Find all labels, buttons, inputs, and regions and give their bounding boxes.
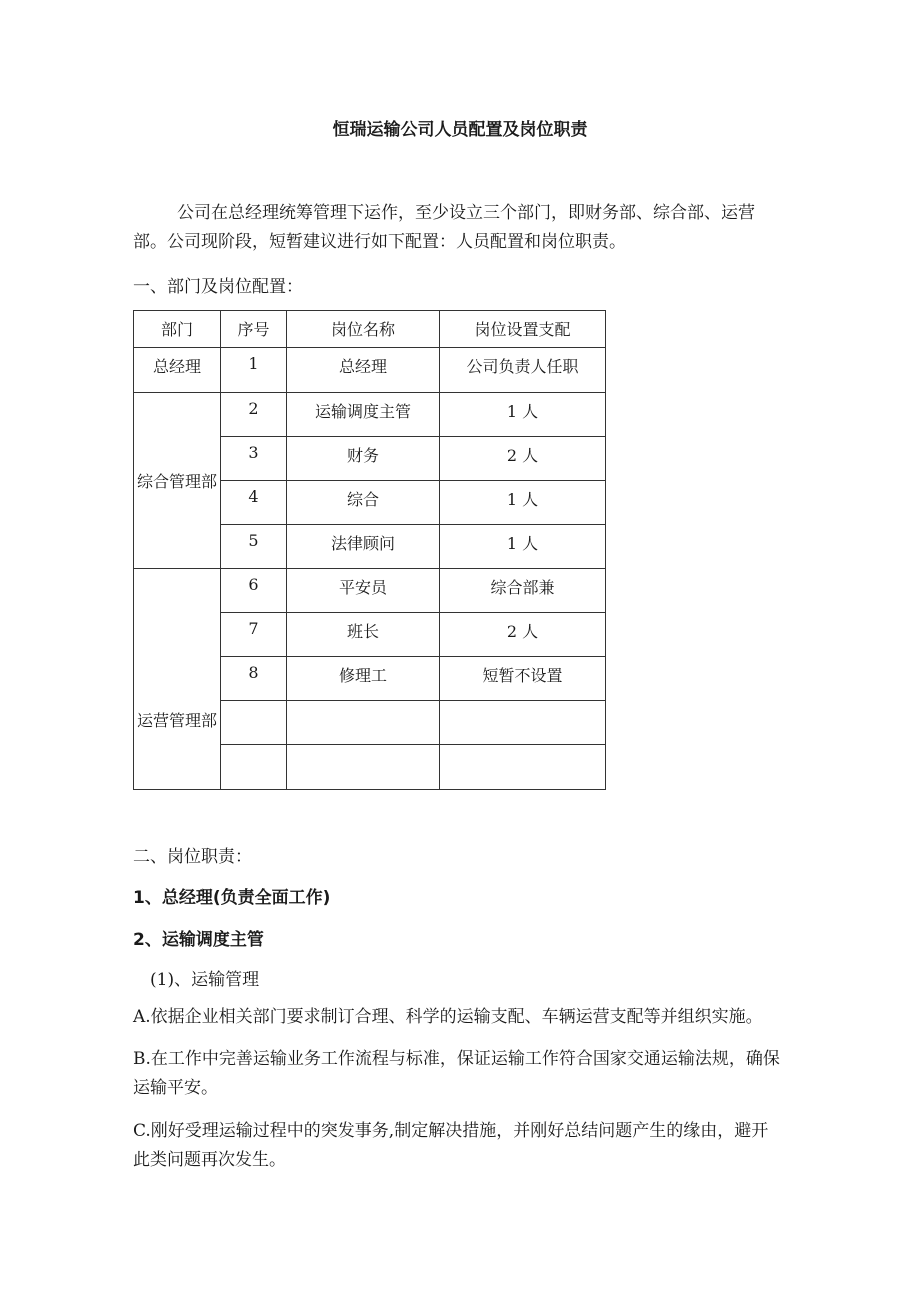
cell-no: 5 <box>221 525 287 569</box>
cell-post: 班长 <box>287 613 440 657</box>
cell-arrange: 2 人 <box>440 437 606 481</box>
cell-post: 运输调度主管 <box>287 393 440 437</box>
cell-empty <box>440 745 606 790</box>
duty-heading-2: 2、运输调度主管 <box>133 930 264 950</box>
section-heading-1: 一、部门及岗位配置： <box>133 277 303 297</box>
cell-no: 3 <box>221 437 287 481</box>
header-no: 序号 <box>221 311 287 348</box>
header-post: 岗位名称 <box>287 311 440 348</box>
cell-dept: 总经理 <box>134 348 221 393</box>
cell-post: 综合 <box>287 481 440 525</box>
duty-item-c: C.刚好受理运输过程中的突发事务,制定解决措施，并刚好总结问题产生的缘由，避开此类问题再次发生。 <box>133 1121 769 1170</box>
duty-subheading: (1)、运输管理 <box>150 970 260 990</box>
cell-empty <box>221 701 287 745</box>
cell-no: 4 <box>221 481 287 525</box>
intro-paragraph: 公司在总经理统筹管理下运作，至少设立三个部门，即财务部、综合部、运营部。公司现阶段，短暂建议进行如下配置：人员配置和岗位职责。 <box>133 203 755 252</box>
cell-post: 财务 <box>287 437 440 481</box>
cell-empty <box>287 701 440 745</box>
cell-dept: 综合管理部 <box>134 393 221 569</box>
table-row <box>134 348 606 393</box>
cell-arrange: 短暂不设置 <box>440 657 606 701</box>
table-row <box>134 569 606 613</box>
section-heading-2: 二、岗位职责： <box>133 847 252 867</box>
cell-dept: 运营管理部 <box>134 569 221 790</box>
cell-no: 1 <box>221 348 287 393</box>
cell-empty <box>440 701 606 745</box>
cell-arrange: 1 人 <box>440 393 606 437</box>
duty-item-a: A.依据企业相关部门要求制订合理、科学的运输支配、车辆运营支配等并组织实施。 <box>133 1007 763 1027</box>
cell-no: 8 <box>221 657 287 701</box>
table-row <box>134 393 606 437</box>
cell-arrange: 公司负责人任职 <box>440 348 606 393</box>
cell-post: 总经理 <box>287 348 440 393</box>
staffing-table <box>133 310 606 790</box>
cell-no: 7 <box>221 613 287 657</box>
cell-arrange: 2 人 <box>440 613 606 657</box>
cell-post: 平安员 <box>287 569 440 613</box>
cell-post: 修理工 <box>287 657 440 701</box>
cell-no: 2 <box>221 393 287 437</box>
cell-arrange: 1 人 <box>440 525 606 569</box>
header-dept: 部门 <box>134 311 221 348</box>
cell-empty <box>287 745 440 790</box>
cell-arrange: 综合部兼 <box>440 569 606 613</box>
duty-item-b: B.在工作中完善运输业务工作流程与标准，保证运输工作符合国家交通运输法规，确保运输平安。 <box>133 1049 780 1098</box>
cell-no: 6 <box>221 569 287 613</box>
header-arrange: 岗位设置支配 <box>440 311 606 348</box>
cell-arrange: 1 人 <box>440 481 606 525</box>
document-title: 恒瑞运输公司人员配置及岗位职责 <box>332 120 588 140</box>
cell-empty <box>221 745 287 790</box>
table-header-row <box>134 311 606 348</box>
cell-post: 法律顾问 <box>287 525 440 569</box>
duty-heading-1: 1、总经理(负责全面工作) <box>133 888 331 908</box>
